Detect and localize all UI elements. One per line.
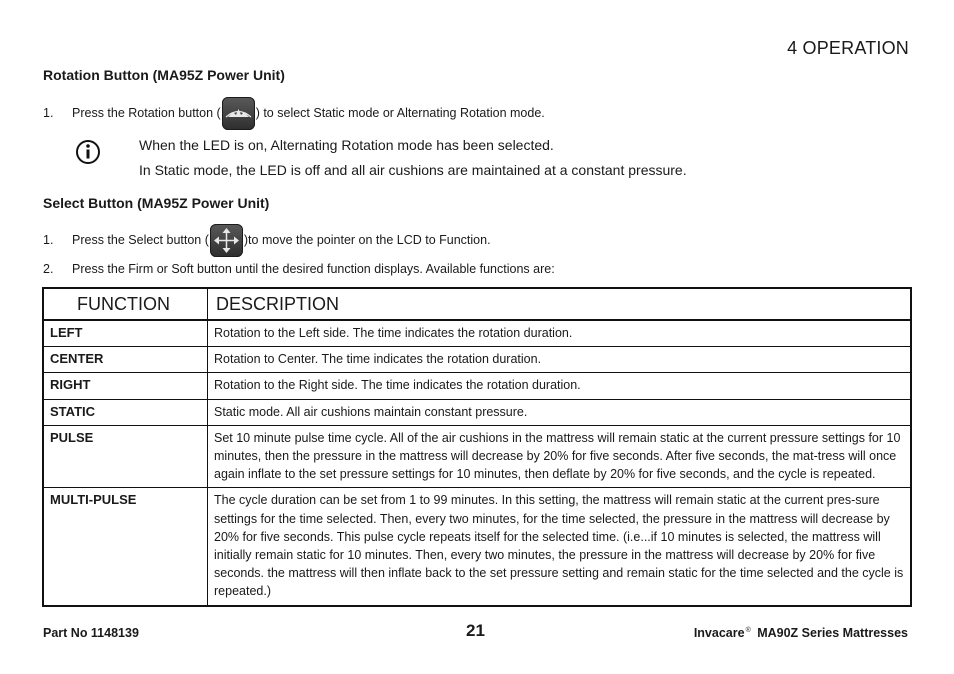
page-number: 21	[466, 621, 485, 640]
description-cell: The cycle duration can be set from 1 to 99 minutes. In this setting, the mattress will remain static at the current pres-sure settings for the time selected. Then, every two minutes, for the time selected, the pressure in the mattress will decrease by 20% for five seconds. This pulse cycle repeats itself for the selected time. (i.e...if 10 minutes is selected, the mattress will initially remain static for 10 minutes. Then, every two minutes, the pressure in the mattress will decrease by 20% for five seconds. the mattress will then inflate back to the set pressure setting and remain static for the time selected and the cycle is repeated.)	[208, 488, 912, 606]
footer-product	[694, 626, 908, 640]
select-step-2	[43, 260, 555, 278]
function-cell: MULTI-PULSE	[43, 488, 208, 606]
rotation-step-1	[43, 95, 545, 131]
note-line-1: When the LED is on, Alternating Rotation mode has been selected.	[139, 137, 554, 153]
functions-table	[42, 287, 912, 607]
description-cell: Rotation to Center. The time indicates the rotation duration.	[208, 347, 912, 373]
step-text-before: Press the Select button (	[72, 233, 209, 247]
rotation-button-icon	[222, 97, 255, 130]
table-row	[43, 399, 911, 425]
select-step-1	[43, 222, 491, 258]
note-line-2: In Static mode, the LED is off and all air cushions are maintained at a constant pressure.	[139, 162, 687, 178]
table-row	[43, 320, 911, 347]
description-cell: Rotation to the Left side. The time indicates the rotation duration.	[208, 320, 912, 347]
description-cell: Static mode. All air cushions maintain constant pressure.	[208, 399, 912, 425]
step-text: Press the Firm or Soft button until the desired function displays. Available functions are:	[72, 262, 555, 276]
table-row	[43, 373, 911, 399]
function-cell: LEFT	[43, 320, 208, 347]
registered-mark: ®	[745, 626, 751, 634]
step-text-before: Press the Rotation button (	[72, 106, 221, 120]
step-text-after: )to move the pointer on the LCD to Function.	[243, 233, 491, 247]
select-heading: Select Button (MA95Z Power Unit)	[43, 195, 270, 211]
function-cell: RIGHT	[43, 373, 208, 399]
table-row	[43, 488, 911, 606]
function-cell: STATIC	[43, 399, 208, 425]
select-arrows-button-icon	[210, 224, 243, 257]
step-number: 1.	[43, 233, 54, 247]
function-cell: PULSE	[43, 425, 208, 488]
table-header-row	[43, 288, 911, 320]
info-icon	[75, 139, 101, 170]
description-cell: Set 10 minute pulse time cycle. All of the air cushions in the mattress will remain static at the current pressure settings for 10 minutes, then the pressure in the mattress will decrease by 20% for five seconds. After five seconds, the mat-tress will once again inflate to the set pressure settings for 10 minutes, then deflate by 20% for five seconds, and the cycle is repeated.	[208, 425, 912, 488]
step-text-after: ) to select Static mode or Alternating Rotation mode.	[255, 106, 545, 120]
part-number: Part No 1148139	[43, 626, 139, 640]
description-cell: Rotation to the Right side. The time indicates the rotation duration.	[208, 373, 912, 399]
table-row	[43, 347, 911, 373]
step-number: 1.	[43, 106, 54, 120]
rotation-heading: Rotation Button (MA95Z Power Unit)	[43, 67, 285, 83]
header-description: DESCRIPTION	[208, 288, 912, 320]
brand-name: Invacare	[693, 626, 745, 640]
product-name: MA90Z Series Mattresses	[757, 626, 908, 640]
header-function: FUNCTION	[43, 288, 208, 320]
table-row	[43, 425, 911, 488]
function-cell: CENTER	[43, 347, 208, 373]
chapter-title: 4 OPERATION	[787, 38, 909, 58]
step-number: 2.	[43, 262, 54, 276]
